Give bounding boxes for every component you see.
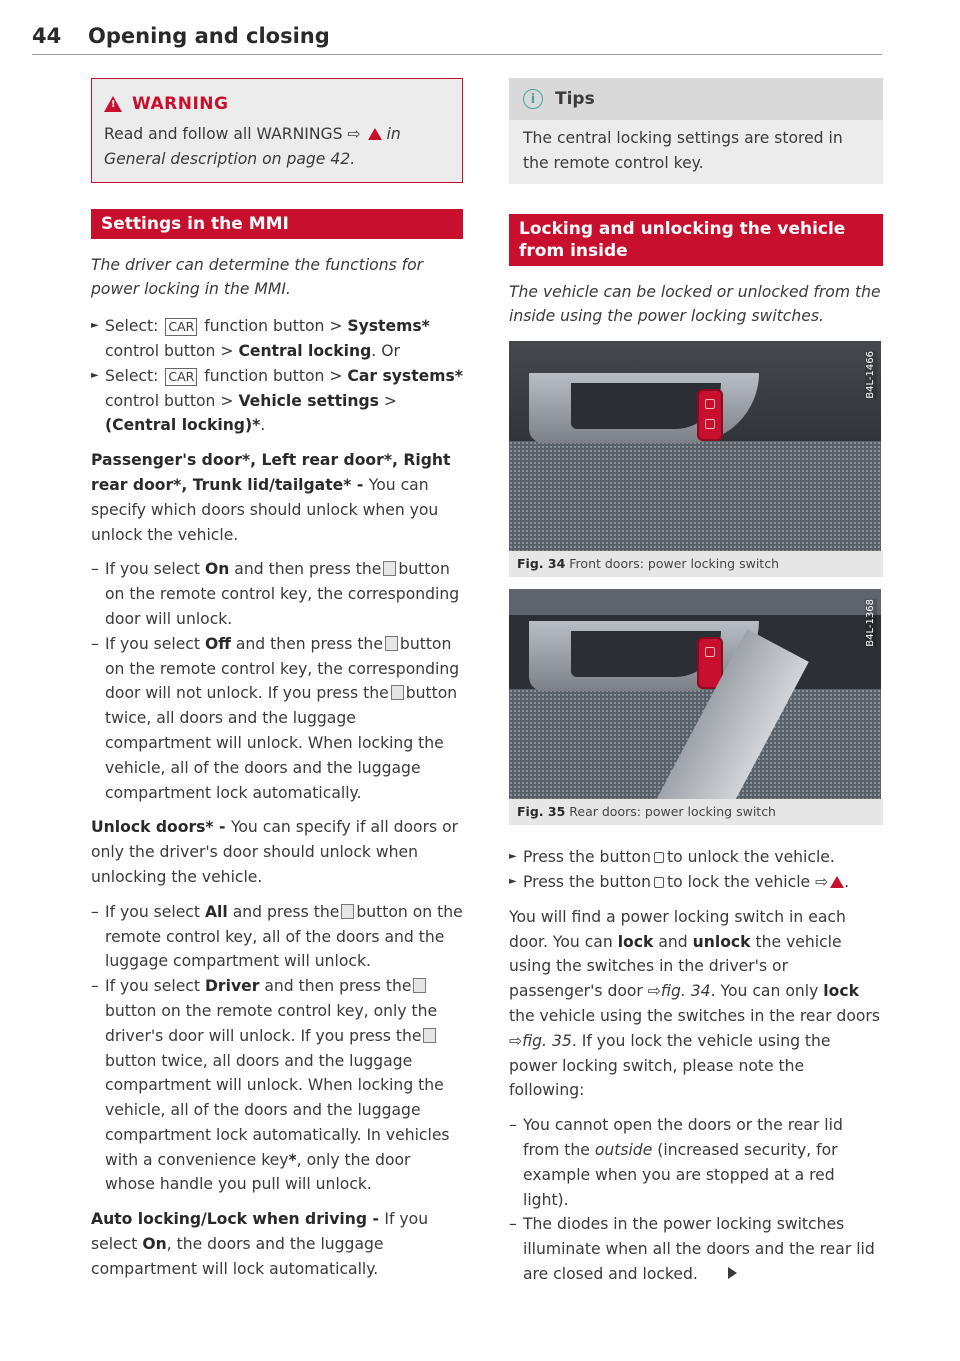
continue-arrow-icon [728,1267,737,1279]
tips-title: Tips [555,88,595,109]
warning-small-icon [830,876,844,888]
unlock-key-icon [413,978,426,993]
unlock-option-all: – If you select All and press the button on the remote control key, all of the doors and the luggage compartment will unlock. [91,900,463,974]
page-number: 44 [32,24,62,48]
power-locking-switch [697,389,723,441]
auto-locking-paragraph: Auto locking/Lock when driving - If you select On, the doors and the luggage compartment will lock automatically. [91,1210,429,1278]
section-title: Opening and closing [88,24,330,48]
warning-box [91,78,463,183]
speaker-grille [509,441,881,551]
front-door-photo [509,341,881,551]
locking-intro: The vehicle can be locked or unlocked from the inside using the power locking switches. [509,282,881,326]
warning-text [92,120,462,182]
rear-door-photo [509,589,881,799]
unlock-key-icon [385,636,398,651]
settings-step-2: ► Select: CAR function button > Car systems* control button > Vehicle settings > (Central locking)*. [91,364,463,438]
settings-steps [91,314,463,438]
page-header [32,22,882,55]
figure-34 [509,341,883,577]
right-column [509,78,883,1297]
unlock-option-driver: – If you select Driver and then press thebutton on the remote control key, only the driver's door will unlock. If you press thebutton twice, all doors and the luggage compartment will unlock. When locking the vehicle, all of the doors and the luggage compartment lock automatically. In vehicles with a convenience key*, only the door whose handle you pull will unlock. [91,974,463,1197]
locking-note-1: – You cannot open the doors or the rear lid from the outside (increased security, for example when you are stopped at a red light). [509,1113,883,1212]
unlock-doors-paragraph: Unlock doors* - You can specify if all doors or only the driver's door should unlock when unlocking the vehicle. [91,818,459,886]
unlock-key-icon [383,561,396,576]
figure-code: B4L-1466 [865,351,876,399]
warning-title: WARNING [132,93,229,114]
warning-triangle-icon: ! [104,96,122,112]
doors-paragraph: Passenger's door*, Left rear door*, Right rear door*, Trunk lid/tailgate* - You can specify which doors should unlock when you unlock the vehicle. [91,451,451,544]
unlock-key-icon [341,904,354,919]
settings-intro: The driver can determine the functions for power locking in the MMI. [91,255,424,299]
unlock-icon [654,852,664,863]
locking-heading: Locking and unlocking the vehicle from inside [509,214,883,266]
locking-step-unlock: ► Press the button to unlock the vehicle. [509,845,883,870]
settings-heading: Settings in the MMI [91,209,463,239]
tips-text: The central locking settings are stored in the remote control key. [523,129,843,172]
tips-header [509,78,883,120]
settings-step-1: ► Select: CAR function button > Systems* control button > Central locking. Or [91,314,463,364]
warning-header [92,79,462,120]
figure-35 [509,589,883,825]
locking-step-lock: ► Press the button to lock the vehicle ⇨ . [509,870,883,895]
doors-option-off: – If you select Off and then press the button on the remote control key, the corresponding door will not unlock. If you press the button twice, all doors and the luggage compartment will unlock. When locking the vehicle, all of the doors and the luggage compartment lock automatically. [91,632,463,806]
info-icon: i [523,89,543,109]
car-button-label: CAR [165,318,197,336]
unlock-options [91,900,463,1198]
locking-paragraph: You will find a power locking switch in each door. You can lock and unlock the vehicle using the switches in the driver's or passenger's door ⇨fig. 34. You can only lock the vehicle using the switches in the rear doors ⇨fig. 35. If you lock the vehicle using the power locking switch, please note the following: [509,907,880,1100]
locking-notes [509,1113,883,1287]
doors-option-on: – If you select On and then press the button on the remote control key, the corresponding door will unlock. [91,557,463,631]
left-column [91,78,463,1292]
warning-text-reference: in General description on page 42. [104,125,401,168]
doors-options [91,557,463,805]
warning-text-main: Read and follow all WARNINGS ⇨ [104,125,361,143]
warning-small-icon [368,128,382,140]
unlock-key-icon [423,1028,436,1043]
unlock-key-icon [391,685,404,700]
locking-steps [509,845,883,895]
tips-box [509,78,883,184]
car-button-label: CAR [165,368,197,386]
figure-35-caption: Fig. 35 Rear doors: power locking switch [509,799,883,825]
figure-34-caption: Fig. 34 Front doors: power locking switch [509,551,883,577]
lock-icon [654,877,664,888]
locking-note-2: – The diodes in the power locking switches illuminate when all the doors and the rear lid are closed and locked. [509,1212,883,1286]
figure-code: B4L-1368 [865,599,876,647]
